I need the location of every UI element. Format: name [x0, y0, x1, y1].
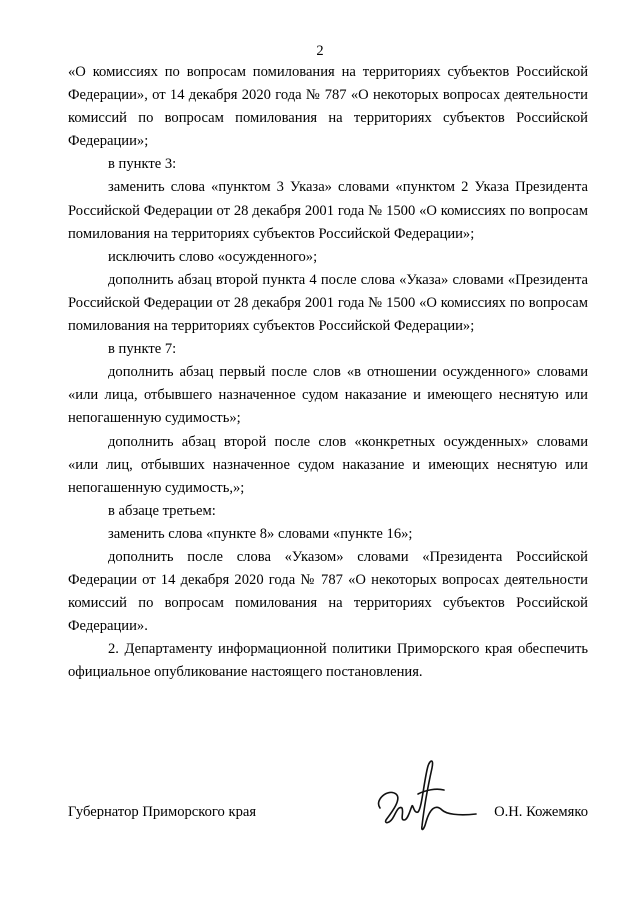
paragraph: дополнить абзац первый после слов «в отношении осужденного» словами «или лица, отбывшего назначенное судом наказание и имеющего неснятую или непогашенную судимость»;	[68, 364, 588, 427]
signatory-name: О.Н. Кожемяко	[494, 804, 588, 820]
paragraph: в абзаце третьем:	[108, 502, 216, 519]
signature-strokes	[379, 761, 476, 829]
paragraph: в пункте 3:	[108, 156, 177, 173]
signature-block	[68, 796, 588, 828]
paragraph: 2. Департаменту информационной политики Приморского края обеспечить официальное опубликование настоящего постановления.	[68, 641, 588, 681]
paragraph: дополнить абзац второй пункта 4 после слова «Указа» словами «Президента Российской Федерации от 28 декабря 2001 года № 1500 «О комиссиях по вопросам помилования на территориях субъектов Российской Федерации»;	[68, 271, 588, 335]
paragraph: дополнить абзац второй после слов «конкретных осужденных» словами «или лиц, отбывших назначенное судом наказание и имеющих неснятую или непогашенную судимость,»;	[68, 433, 588, 496]
handwritten-signature	[366, 750, 482, 838]
signatory-position: Губернатор Приморского края	[68, 804, 257, 820]
page-number: 2	[316, 43, 324, 59]
paragraph: исключить слово «осужденного»;	[108, 248, 318, 265]
paragraph: в пункте 7:	[108, 341, 177, 358]
paragraph: «О комиссиях по вопросам помилования на территориях субъектов Российской Федерации», от 14 декабря 2020 года № 787 «О некоторых вопросах деятельности комиссий по вопросам помилования на территориях субъектов Российской Федерации»;	[68, 64, 588, 150]
document-body	[68, 61, 588, 685]
paragraph: дополнить после слова «Указом» словами «Президента Российской Федерации от 14 декабря 2020 года № 787 «О некоторых вопросах деятельности комиссий по вопросам помилования на территориях субъектов Российской Федерации».	[68, 548, 588, 635]
paragraph: заменить слова «пунктом 3 Указа» словами «пунктом 2 Указа Президента Российской Федерации от 28 декабря 2001 года № 1500 «О комиссиях по вопросам помилования на территориях субъектов Российской Федерации»;	[68, 179, 588, 242]
paragraph: заменить слова «пункте 8» словами «пункте 16»;	[108, 525, 413, 542]
